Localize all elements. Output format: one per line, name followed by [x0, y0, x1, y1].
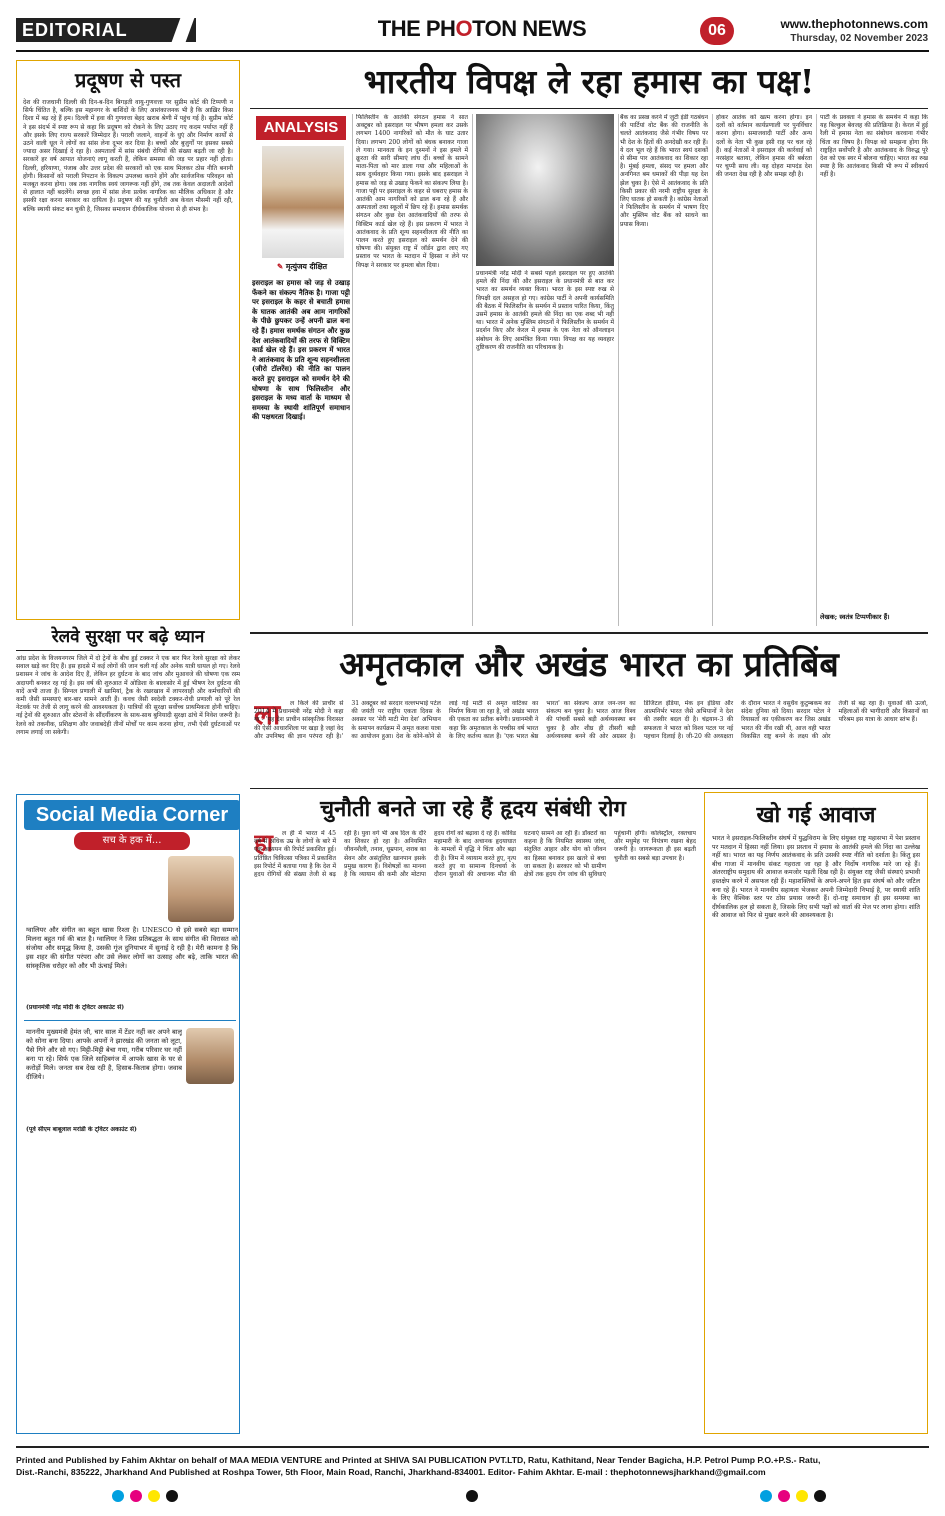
pen-icon: ✎: [277, 262, 286, 271]
social-post-2: माननीय मुख्यमंत्री हेमंत जी, चार साल में टेंडर नहीं कर अपने बालू को सोना बना दिया। आपके अपनों ने झारखंड की जनता को लूटा, पैसे गिने और सो गए। मिट्टी-मिट्टी बेचा गया, गरीब परिवार घर नहीं बना पा रहे। सिर्फ एक जिले साहिबगंज में आपके खास के घर से करोड़ों मिले। जनता सब देख रही है, हिसाब-किताब होगा। जवाब दीजिये।: [26, 1028, 182, 1081]
section-label: EDITORIAL: [16, 18, 196, 42]
third-headline: चुनौती बनते जा रहे हैं हृदय संबंधी रोग: [320, 796, 626, 822]
social-post-2-credit: (पूर्व सीएम बाबूलाल मरांडी के ट्विटर अकाउंट से): [26, 1126, 137, 1133]
author-photo: [262, 146, 344, 258]
lead-col-3: बैंक का प्रसन्न करने में जुटी इंडी गठबंधन की पार्टियां वोट बैंक की राजनीति के चलते आतंकवाद जैसे गंभीर विषय पर भी देश के हितों की अनदेखी कर रही हैं। ये दल भूल रहे हैं कि भारत स्वयं दशकों से सीमा पार आतंकवाद का शिकार रहा है। मुंबई हमला, संसद पर हमला और अनगिनत बम धमाकों की पीड़ा यह देश झेल चुका है। ऐसे में आतंकवाद के प्रति किसी प्रकार की नरमी राष्ट्रीय सुरक्षा के लिए घातक हो सकती है। कांग्रेस नेताओं ने फिलिस्तीन के समर्थन में भाषण दिए और मुस्लिम वोट बैंक को साधने का प्रयास किया।: [620, 114, 708, 228]
second-headline: अमृतकाल और अखंड भारत का प्रतिबिंब: [339, 645, 839, 685]
lead-col-5: पार्टी के प्रवक्ता ने हमास के समर्थन में कहा कि यह बिल्कुल बेवजह की प्रतिक्रिया है। केरल में हुई रैली में हमास नेता का संबोधन करवाना गंभीर चिंता का विषय है। विपक्ष को समझना होगा कि राष्ट्रहित सर्वोपरि है और आतंकवाद के विरुद्ध पूरे देश को एक स्वर में बोलना चाहिए। भारत का रुख स्पष्ट है कि आतंकवाद किसी भी रूप में स्वीकार्य नहीं है।: [820, 114, 928, 179]
registration-mark: [814, 1490, 826, 1502]
lead-headline-rule: [250, 108, 928, 109]
registration-mark: [148, 1490, 160, 1502]
website-link[interactable]: www.thephotonnews.com: [780, 17, 928, 31]
lead-col-4: होकर आतंक को खत्म करना होगा। इन दलों को वर्तमान कार्यप्रणाली पर पुनर्विचार करना होगा। समाजवादी पार्टी और अन्य दलों के नेता भी कुछ इसी राह पर चल रहे हैं। कई नेताओं ने इसराइल की कार्रवाई को नरसंहार बताया, लेकिन हमास की बर्बरता पर चुप्पी साध ली। यह दोहरा मापदंड देश की जनता देख रही है और समझ रही है।: [716, 114, 812, 179]
pm-avatar: [168, 856, 234, 922]
lead-byline: लेखक; स्वतंत्र टिप्पणीकार हैं।: [820, 613, 890, 621]
pollution-box: [16, 60, 240, 620]
social-media-subtitle: सच के हक में...: [74, 832, 190, 850]
registration-mark: [466, 1490, 478, 1502]
footer-rule: [16, 1446, 929, 1448]
imprint: [16, 1454, 929, 1478]
second-body: ल किले की प्राचीर से 2014 में प्रधानमंत्री नरेंद्र मोदी ने कहा था - 'यह देश प्राचीन सांस्कृतिक विरासत की ऐसी आधारशिला पर खड़ा है जहां वेद और उपनिषद की ज्ञान परंपरा रही है।' 31 अक्टूबर को सरदार वल्लभभाई पटेल की जयंती पर राष्ट्रीय एकता दिवस के अवसर पर 'मेरी माटी मेरा देश' अभियान के समापन कार्यक्रम में अमृत कलश यात्रा का आयोजन हुआ। देश के कोने-कोने से लाई गई माटी से अमृत वाटिका का निर्माण किया जा रहा है, जो अखंड भारत की एकता का प्रतीक बनेगी। प्रधानमंत्री ने कहा कि अमृतकाल के पच्चीस वर्ष भारत के लिए कर्तव्य काल हैं। 'एक भारत श्रेष्ठ भारत' का संकल्प आज जन-जन का संकल्प बन चुका है। भारत आज विश्व की पांचवीं सबसे बड़ी अर्थव्यवस्था बन चुका है और शीघ्र ही तीसरी बड़ी अर्थव्यवस्था बनने की ओर अग्रसर है। डिजिटल इंडिया, मेक इन इंडिया और आत्मनिर्भर भारत जैसे अभियानों ने देश की तस्वीर बदल दी है। चंद्रयान-3 की सफलता ने भारत को विश्व पटल पर नई पहचान दिलाई है। जी-20 की अध्यक्षता के दौरान भारत ने वसुधैव कुटुम्बकम का संदेश दुनिया को दिया। सरदार पटेल ने रियासतों का एकीकरण कर जिस अखंड भारत की नींव रखी थी, आज वही भारत विकसित राष्ट्र बनने के लक्ष्य की ओर तेजी से बढ़ रहा है। युवाओं की ऊर्जा, महिलाओं की भागीदारी और किसानों का परिश्रम इस यात्रा के आधार स्तंभ हैं।: [254, 700, 928, 740]
lead-headline: भारतीय विपक्ष ले रहा हमास का पक्ष!: [363, 62, 815, 101]
social-media-title: Social Media Corner: [24, 800, 240, 830]
masthead-part-2: TON NEWS: [472, 16, 587, 41]
registration-mark: [130, 1490, 142, 1502]
gaza-blast-photo: [476, 114, 614, 266]
registration-mark: [112, 1490, 124, 1502]
registration-mark: [166, 1490, 178, 1502]
registration-mark: [778, 1490, 790, 1502]
third-body: ल ही में भारत में 45 वर्ष से अधिक उम्र के लोगों के बारे में एक अध्ययन की रिपोर्ट प्रकाशित हुई। प्रतिष्ठित चिकित्सा पत्रिका में प्रकाशित इस रिपोर्ट में बताया गया है कि देश में हृदय रोगियों की संख्या तेजी से बढ़ रही है। युवा वर्ग भी अब दिल के दौरे का शिकार हो रहा है। अनियमित जीवनशैली, तनाव, धूम्रपान, शराब का सेवन और असंतुलित खानपान इसके प्रमुख कारण हैं। विशेषज्ञों का मानना है कि व्यायाम की कमी और मोटापा हृदय रोगों को बढ़ावा दे रहे हैं। कोविड महामारी के बाद अचानक हृदयाघात के मामलों में वृद्धि ने चिंता और बढ़ा दी है। जिम में व्यायाम करते हुए, नृत्य करते हुए या सामान्य दिनचर्या के दौरान युवाओं की अचानक मौत की घटनाएं सामने आ रही हैं। डॉक्टरों का कहना है कि नियमित स्वास्थ्य जांच, संतुलित आहार और योग को जीवन का हिस्सा बनाकर इस खतरे से बचा जा सकता है। सरकार को भी ग्रामीण क्षेत्रों तक हृदय रोग जांच की सुविधाएं पहुंचानी होंगी। कोलेस्ट्रॉल, रक्तचाप और मधुमेह पर नियंत्रण रखना बेहद जरूरी है। जागरूकता ही इस बढ़ती चुनौती का सबसे बड़ा उपचार है।: [254, 830, 696, 879]
lead-col-2: प्रधानमंत्री नरेंद्र मोदी ने सबसे पहले इसराइल पर हुए आतंकी हमले की निंदा की और इसराइल के प्रधानमंत्री से बात कर भारत का समर्थन व्यक्त किया। भारत के इस स्पष्ट रुख से विपक्षी दल असहज हो गए। कांग्रेस पार्टी ने अपनी कार्यसमिति की बैठक में फिलिस्तीन के समर्थन में प्रस्ताव पारित किया, किंतु उसमें हमास के आतंकी हमले की निंदा का एक शब्द भी नहीं था। भारत में अनेक मुस्लिम संगठनों ने फिलिस्तीन के समर्थन में प्रदर्शन किए और केरल में हमास के एक नेता को ऑनलाइन संबोधन के लिए आमंत्रित किया गया। विपक्ष का यह व्यवहार तुष्टिकरण की राजनीति का परिचायक है।: [476, 270, 614, 351]
railway-body: आंध्र प्रदेश के विजयनगरम जिले में दो ट्रेनों के बीच हुई टक्कर ने एक बार फिर रेलवे सुरक्षा को लेकर सवाल खड़े कर दिए हैं। इस हादसे में कई लोगों की जान चली गई और अनेक यात्री घायल हो गए। रेलवे प्रशासन ने जांच के आदेश दिए हैं, लेकिन हर दुर्घटना के बाद जांच और मुआवजे की घोषणा एक रस्म अदायगी बनकर रह गई है। इस वर्ष की शुरुआत में ओडिशा के बालासोर में हुई भीषण रेल दुर्घटना की यादें अभी ताजा हैं। सिग्नल प्रणाली में खामियां, ट्रैक के रखरखाव में लापरवाही और कर्मचारियों की कमी जैसी समस्याएं बार-बार सामने आती हैं। कवच जैसी स्वदेशी टक्कर-रोधी प्रणाली को पूरे रेल नेटवर्क पर तेजी से लागू करने की आवश्यकता है। यात्रियों की सुरक्षा सर्वोच्च प्राथमिकता होनी चाहिए। नई ट्रेनों की शुरुआत और स्टेशनों के सौंदर्यीकरण के साथ-साथ बुनियादी सुरक्षा ढांचे में निवेश जरूरी है। रेलवे को तकनीक, प्रशिक्षण और जवाबदेही तीनों मोर्चों पर काम करना होगा, तभी ऐसी दुर्घटनाओं पर लगाम लगाई जा सकेगी।: [16, 655, 240, 736]
marandi-avatar: [186, 1028, 234, 1084]
section-rule: [250, 632, 928, 634]
social-divider: [24, 1020, 236, 1021]
pollution-title: प्रदूषण से पस्त: [74, 68, 181, 92]
author-name-text: मृत्युंजय दीक्षित: [285, 262, 327, 271]
registration-mark: [760, 1490, 772, 1502]
col-divider: [472, 114, 473, 626]
railway-title: रेलवे सुरक्षा पर बढ़े ध्यान: [16, 626, 240, 651]
masthead-part-1: THE PH: [377, 16, 456, 41]
imprint-line-2: Dist.-Ranchi, 835222, Jharkhand And Published at Roshpa Tower, 5th Floor, Main Road, Ranchi, Jharkhand-834001. Editor- Fahim Akhtar. E-mail : thephotonnewsjharkhand@gmail.com: [16, 1467, 766, 1477]
second-dropcap: ला: [254, 700, 281, 730]
registration-mark: [796, 1490, 808, 1502]
third-dropcap: हा: [254, 830, 273, 856]
masthead-logo: [362, 16, 602, 46]
imprint-line-1: Printed and Published by Fahim Akhtar on behalf of MAA MEDIA VENTURE and Printed at SHIVA SAI PUBLICATION PVT.LTD, Ratu, Kathitand, Near Tender Bagicha, H.P. Petrol Pump P.O.+P.S.- Ratu,: [16, 1455, 821, 1465]
lead-col-1: फिलिस्तीन के आतंकी संगठन हमास ने सात अक्टूबर को इसराइल पर भीषण हमला कर उसके लगभग 1400 नागरिकों को मौत के घाट उतार दिया। लगभग 200 लोगों को बंधक बनाकर गाजा ले गया। मानवता के इन दुश्मनों ने इस हमले में क्रूरता की सारी सीमाएं लांघ दीं। बच्चों के सामने माता-पिता को मार डाला गया और महिलाओं के साथ दुर्व्यवहार किया गया। इसके बाद इसराइल ने हमास को जड़ से उखाड़ फेंकने का संकल्प लिया है। गाजा पट्टी पर इसराइल के कहर से घबराए हमास के आतंकी आम नागरिकों को ढाल बना रहे हैं और अस्पतालों तथा स्कूलों में छिप रहे हैं। हमास समर्थक संगठन और कुछ देश आतंकवादियों की तरफ से विक्टिम कार्ड खेल रहे हैं। इस प्रकरण में भारत ने आतंकवाद के प्रति शून्य सहनशीलता की नीति का पालन करते हुए इसराइल को समर्थन देने की घोषणा की। संयुक्त राष्ट्र में जॉर्डन द्वारा लाए गए प्रस्ताव पर भारत के मतदान में हिस्सा न लेने पर विपक्ष ने सरकार पर हमला बोल दिया।: [356, 114, 468, 269]
fourth-headline: खो गई आवाज: [756, 802, 876, 828]
header-rule: [16, 50, 929, 52]
analysis-label: ANALYSIS: [256, 116, 346, 140]
pollution-body: देश की राजधानी दिल्ली की दिन-ब-दिन बिगड़ती वायु-गुणवत्ता पर सुप्रीम कोर्ट की टिप्पणी न सिर्फ चिंतित है, बल्कि इस महानगर के बाशिंदों के लिए आशंकाजनक भी है कि आख़िर किस दिशा में बढ़ रहे हैं हम। दिल्ली में हवा की गुणवत्ता बेहद खराब श्रेणी में पहुंच गई है। सुप्रीम कोर्ट ने इस संदर्भ में स्पष्ट रूप से कहा कि प्रदूषण को रोकने के लिए उठाए गए कदम पर्याप्त नहीं हैं और इसके लिए राज्य सरकारें जिम्मेदार हैं। पराली जलाने, वाहनों के धुएं और निर्माण कार्यों से उठने वाली धूल ने लोगों का सांस लेना दूभर कर दिया है। बच्चों और बुजुर्गों पर इसका सबसे ज्यादा असर दिखाई दे रहा है। अस्पतालों में सांस संबंधी रोगियों की संख्या बढ़ती जा रही है। सरकारें हर वर्ष आपात योजनाएं लागू करती हैं, लेकिन समस्या की जड़ पर प्रहार नहीं होता। दिल्ली, हरियाणा, पंजाब और उत्तर प्रदेश की सरकारों को एक साथ मिलकर ठोस नीति बनानी होगी। किसानों को पराली निपटान के विकल्प उपलब्ध कराने होंगे और सार्वजनिक परिवहन को मजबूत करना होगा। जब तक नागरिक स्वयं जागरूक नहीं होंगे, तब तक केवल अदालती आदेशों से हालात नहीं बदलेंगे। स्वच्छ हवा में सांस लेना प्रत्येक नागरिक का मौलिक अधिकार है और इसकी रक्षा करना सरकार का दायित्व है। प्रदूषण की यह चुनौती अब केवल मौसमी नहीं रही, बल्कि स्थायी संकट बन चुकी है, जिसका समाधान दीर्घकालिक योजना से ही संभव है।: [23, 99, 233, 213]
section-rule: [250, 788, 928, 789]
social-post-1-credit: (प्रधानमंत्री नरेंद्र मोदी के ट्विटर अकाउंट से): [26, 1004, 125, 1011]
fourth-body: भारत ने इसराइल-फिलिस्तीन संघर्ष में युद्धविराम के लिए संयुक्त राष्ट्र महासभा में पेश प्रस्ताव पर मतदान में हिस्सा नहीं लिया। इस प्रस्ताव में हमास के आतंकी हमले की निंदा का उल्लेख नहीं था। भारत का यह निर्णय आतंकवाद के प्रति उसकी स्पष्ट नीति को दर्शाता है। किंतु इस बीच गाजा में मानवीय संकट गहराता जा रहा है और निर्दोष नागरिक मारे जा रहे हैं। अंतरराष्ट्रीय समुदाय की आवाज कमजोर पड़ती दिख रही है। संयुक्त राष्ट्र जैसी संस्थाएं प्रभावी हस्तक्षेप करने में असफल रही हैं। महाशक्तियों के अपने-अपने हित इस संघर्ष को और जटिल बना रहे हैं। भारत ने मानवीय सहायता भेजकर अपनी जिम्मेदारी निभाई है, पर स्थायी शांति के लिए वैश्विक स्तर पर ठोस प्रयास जरूरी हैं। दो-राष्ट्र समाधान ही इस समस्या का दीर्घकालिक हल हो सकता है, जिसके लिए सभी पक्षों को वार्ता की मेज पर लाना होगा। शांति की आवाज को फिर से मुखर करने की आवश्यकता है।: [712, 835, 920, 920]
col-divider: [816, 114, 817, 626]
col-divider: [712, 114, 713, 626]
col-divider: [618, 114, 619, 626]
page-number-badge: 06: [700, 17, 734, 45]
author-name: [256, 262, 348, 272]
issue-date: Thursday, 02 November 2023: [790, 33, 928, 44]
col-divider: [352, 114, 353, 626]
masthead-photon-o: O: [455, 16, 473, 41]
fourth-box: [704, 792, 928, 1434]
railway-article: [16, 626, 240, 788]
social-post-1: ग्वालियर और संगीत का बहुत खास रिश्ता है। UNESCO से इसे सबसे बड़ा सम्मान मिलना बहुत गर्व की बात है। ग्वालियर ने जिस प्रतिबद्धता के साथ संगीत की विरासत को संजोया और समृद्ध किया है, उसकी गूंज दुनियाभर में सुनाई दे रही है। मेरी कामना है कि इस शहर की संगीत परंपरा और उसे लेकर लोगों का उत्साह और बढ़े, ताकि भारत की सांस्कृतिक धरोहर को और भी ऊंचाई मिले।: [26, 926, 238, 970]
pull-quote: इसराइल का हमास को जड़ से उखाड़ फेंकने का संकल्प नैतिक है। गाजा पट्टी पर इसराइल के कहर से बचाती हमास के घातक आतंकी अब आम नागरिकों के पीछे छुपकर उन्हें अपनी ढाल बना रहे हैं। हमास समर्थक संगठन और कुछ देश आतंकवादियों की तरफ से विक्टिम कार्ड खेल रहे हैं। इस प्रकरण में भारत ने आतंकवाद के प्रति शून्य सहनशीलता (जीरो टॉलरेंस) की नीति का पालन करते हुए इसराइल को समर्थन देने की घोषणा के साथ फिलिस्तीन और इसराइल के मध्य वार्ता के माध्यम से समस्या के स्थायी शांतिपूर्ण समाधान की पक्षधरता दिखाई।: [252, 278, 350, 422]
